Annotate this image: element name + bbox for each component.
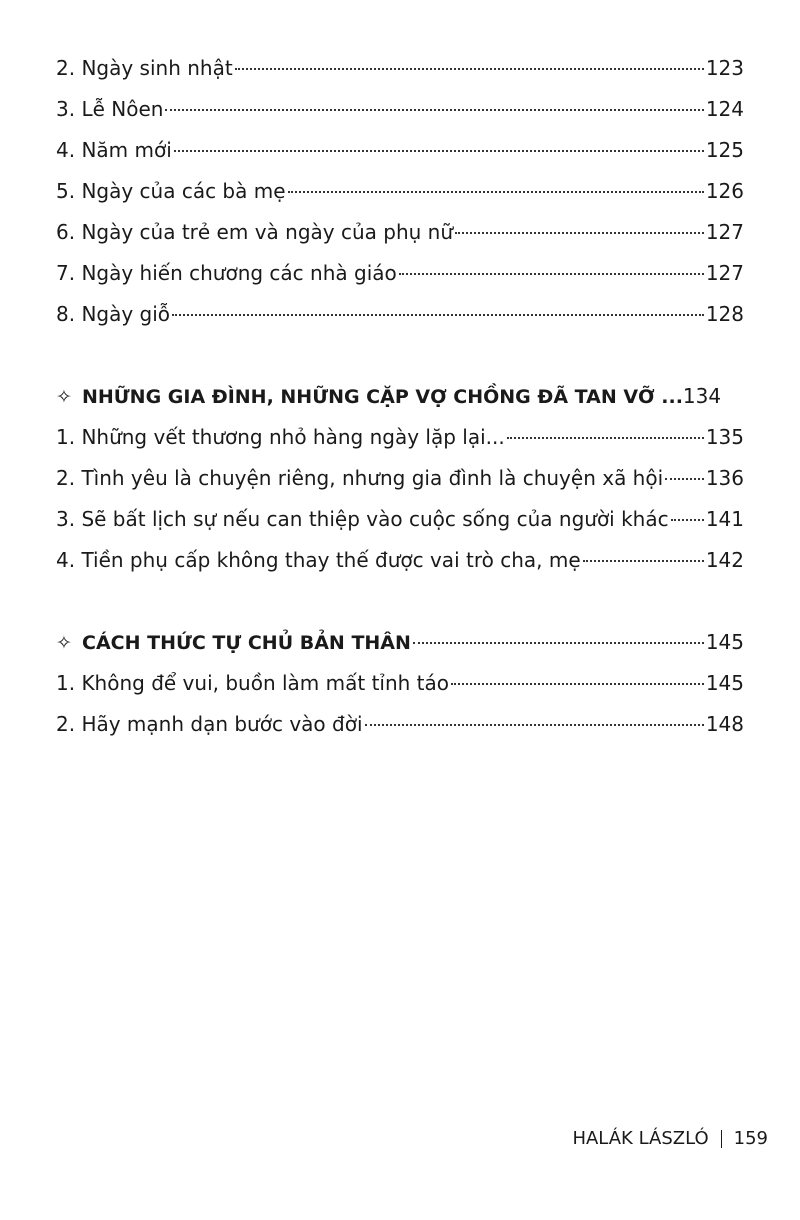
toc-entry-page: 141 (705, 507, 744, 531)
toc-section-heading (56, 376, 744, 417)
toc-entry-title: 1. Những vết thương nhỏ hàng ngày lặp lại... (56, 425, 505, 449)
dot-leader (507, 437, 704, 439)
dot-leader (451, 683, 704, 685)
dot-leader (583, 560, 704, 562)
toc-heading-page: 134 (682, 384, 722, 408)
toc-entry (56, 253, 744, 294)
toc-heading-text: NHỮNG GIA ĐÌNH, NHỮNG CẶP VỢ CHỒNG ĐÃ TAN VỠ ... (82, 386, 683, 408)
dot-leader (235, 68, 704, 70)
dot-leader (671, 519, 704, 521)
toc-entry-title: 4. Năm mới (56, 138, 172, 162)
toc-entry (56, 417, 744, 458)
toc-entry-page: 127 (705, 220, 744, 244)
section-spacer (56, 335, 744, 376)
toc-entry-title: 8. Ngày giỗ (56, 302, 171, 326)
toc-entry-title: 2. Hãy mạnh dạn bước vào đời (56, 712, 363, 736)
dot-leader (399, 273, 704, 275)
toc-entry-page: 136 (705, 466, 744, 490)
toc-entry (56, 171, 744, 212)
toc-entry-page: 145 (705, 671, 744, 695)
table-of-contents (56, 48, 744, 745)
page-number: 159 (733, 1128, 768, 1149)
toc-heading-title (56, 377, 683, 418)
toc-entry (56, 540, 744, 581)
author-name: HALÁK LÁSZLÓ (572, 1128, 709, 1149)
toc-entry-title: 6. Ngày của trẻ em và ngày của phụ nữ (56, 220, 454, 244)
dot-leader (174, 150, 704, 152)
dot-leader (665, 478, 704, 480)
toc-entry (56, 499, 744, 540)
toc-entry-title: 3. Sẽ bất lịch sự nếu can thiệp vào cuộc sống của người khác (56, 507, 669, 531)
toc-entry-page: 135 (705, 425, 744, 449)
toc-entry-title: 1. Không để vui, buồn làm mất tỉnh táo (56, 671, 450, 695)
dot-leader (288, 191, 704, 193)
toc-entry (56, 89, 744, 130)
toc-entry-page: 148 (705, 712, 744, 736)
dot-leader (455, 232, 704, 234)
toc-entry-title: 4. Tiền phụ cấp không thay thế được vai trò cha, mẹ (56, 548, 581, 572)
toc-entry (56, 704, 744, 745)
toc-entry-page: 123 (705, 56, 744, 80)
toc-entry (56, 663, 744, 704)
toc-heading-title (56, 623, 411, 664)
diamond-icon: ✧ (56, 386, 72, 408)
toc-entry (56, 294, 744, 335)
toc-heading-page: 145 (705, 630, 744, 654)
diamond-icon: ✧ (56, 632, 72, 654)
toc-section-heading (56, 622, 744, 663)
toc-entry (56, 458, 744, 499)
dot-leader (413, 642, 704, 644)
toc-entry-page: 125 (705, 138, 744, 162)
dot-leader (165, 109, 703, 111)
dot-leader (172, 314, 704, 316)
page-footer (572, 1128, 768, 1149)
toc-entry (56, 48, 744, 89)
toc-entry-page: 142 (705, 548, 744, 572)
dot-leader (365, 724, 704, 726)
toc-entry (56, 130, 744, 171)
toc-heading-text: CÁCH THỨC TỰ CHỦ BẢN THÂN (82, 632, 411, 654)
toc-entry (56, 212, 744, 253)
toc-entry-title: 2. Ngày sinh nhật (56, 56, 233, 80)
toc-entry-title: 2. Tình yêu là chuyện riêng, nhưng gia đình là chuyện xã hội (56, 466, 664, 490)
toc-entry-title: 3. Lễ Nôen (56, 97, 164, 121)
toc-entry-page: 127 (705, 261, 744, 285)
toc-entry-page: 128 (705, 302, 744, 326)
footer-divider (721, 1130, 722, 1148)
toc-entry-page: 124 (705, 97, 744, 121)
section-spacer (56, 581, 744, 622)
toc-entry-title: 7. Ngày hiến chương các nhà giáo (56, 261, 397, 285)
toc-entry-title: 5. Ngày của các bà mẹ (56, 179, 286, 203)
toc-entry-page: 126 (705, 179, 744, 203)
